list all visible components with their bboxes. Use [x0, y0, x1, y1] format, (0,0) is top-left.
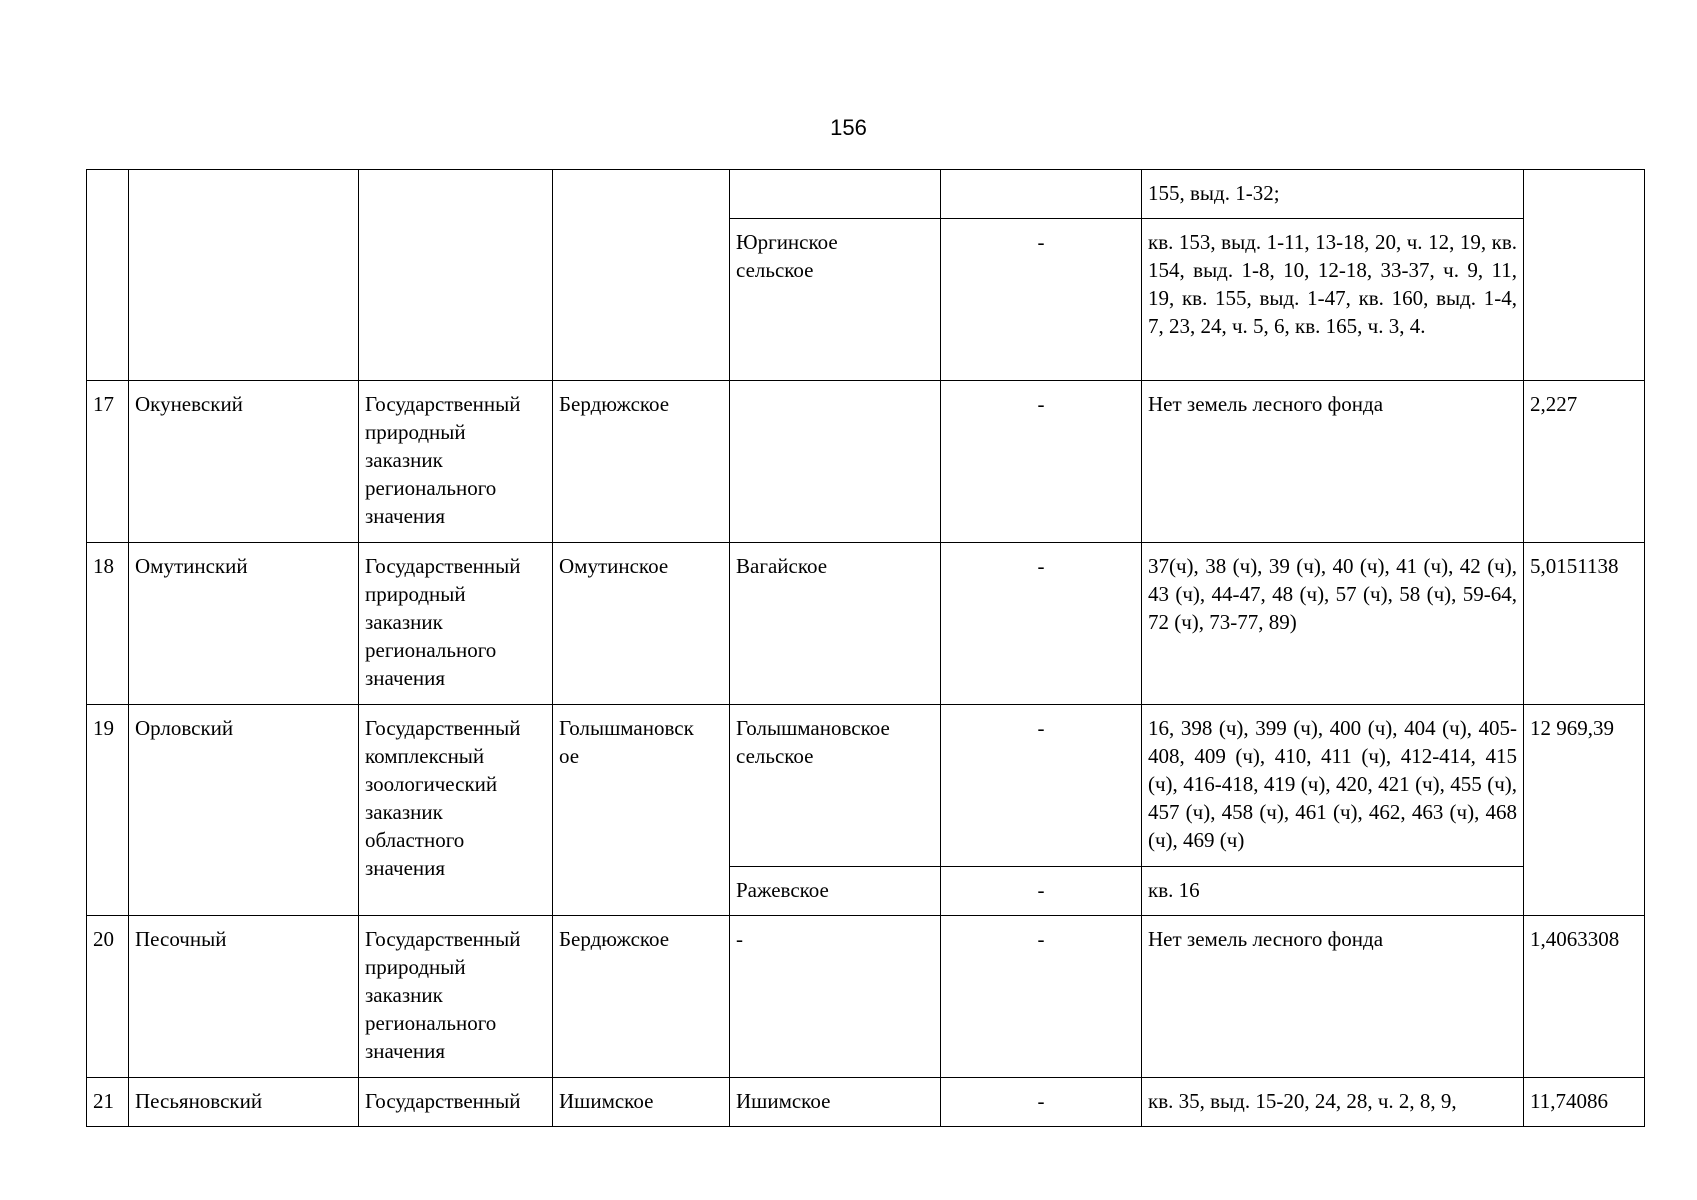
district-text: Омутинское: [559, 554, 669, 578]
cell-settlement: [730, 543, 941, 705]
cell-district: [553, 543, 730, 705]
cell-num: [87, 381, 129, 543]
cell-district: [553, 381, 730, 543]
category-text: Государственный: [365, 1089, 521, 1113]
cell-settlement: [730, 170, 941, 219]
area-value: 5,0151138: [1530, 554, 1619, 578]
row-number: 20: [93, 927, 114, 951]
cell-name: [129, 1078, 359, 1127]
quarters-text: кв. 35, выд. 15-20, 24, 28, ч. 2, 8, 9,: [1148, 1089, 1457, 1113]
cell-name: [129, 543, 359, 705]
col6-text: -: [1037, 878, 1045, 902]
cell-quarters: [1142, 916, 1524, 1078]
quarters-text: кв. 153, выд. 1-11, 13-18, 20, ч. 12, 19, кв. 154, выд. 1-8, 10, 12-18, 33-37, ч. 9, 11, 19, кв. 155, выд. 1-47, кв. 160, выд. 1-4, 7, 23, 24, ч. 5, 6, кв. 165, ч. 3, 4.: [1148, 230, 1517, 338]
category-text: Государственный комплексный зоологический заказник областного значения: [365, 716, 521, 880]
area-name: Омутинский: [135, 554, 248, 578]
district-text: Бердюжское: [559, 392, 670, 416]
col6-text: -: [1037, 554, 1045, 578]
category-text: Государственный природный заказник регионального значения: [365, 392, 521, 528]
table-row: [87, 916, 1645, 1078]
page-number: 156: [830, 115, 867, 140]
category-text: Государственный природный заказник регионального значения: [365, 554, 521, 690]
cell-quarters: [1142, 867, 1524, 916]
district-text: Бердюжское: [559, 927, 670, 951]
col6-text: -: [1037, 1089, 1045, 1113]
cell-area: [1524, 916, 1645, 1078]
quarters-text: Нет земель лесного фонда: [1148, 927, 1384, 951]
cell-district: [553, 916, 730, 1078]
col6-text: -: [1037, 927, 1045, 951]
quarters-text: кв. 16: [1148, 878, 1200, 902]
quarters-text: Нет земель лесного фонда: [1148, 392, 1384, 416]
cell-category: [359, 916, 553, 1078]
district-text: Голышмановск ое: [559, 716, 694, 768]
cell-category: [359, 1078, 553, 1127]
cell-col6: [941, 1078, 1142, 1127]
cell-quarters: [1142, 381, 1524, 543]
area-name: Окуневский: [135, 392, 243, 416]
district-text: Ишимское: [559, 1089, 654, 1113]
cell-num: [87, 705, 129, 916]
row-number: 17: [93, 392, 114, 416]
cell-settlement: [730, 867, 941, 916]
cell-col6: [941, 170, 1142, 219]
cell-category: [359, 170, 553, 381]
row-number: 19: [93, 716, 114, 740]
table-row: [87, 1078, 1645, 1127]
cell-col6: [941, 705, 1142, 867]
protected-areas-table: [86, 169, 1645, 1127]
area-name: Песьяновский: [135, 1089, 263, 1113]
area-value: 1,4063308: [1530, 927, 1620, 951]
cell-name: [129, 705, 359, 916]
cell-settlement: [730, 1078, 941, 1127]
cell-settlement: [730, 916, 941, 1078]
col6-text: -: [1037, 392, 1045, 416]
cell-category: [359, 543, 553, 705]
area-name: Песочный: [135, 927, 227, 951]
cell-name: [129, 916, 359, 1078]
col6-text: -: [1037, 716, 1045, 740]
table-row: [87, 381, 1645, 543]
cell-col6: [941, 867, 1142, 916]
cell-num: [87, 543, 129, 705]
cell-area: [1524, 1078, 1645, 1127]
cell-area: [1524, 170, 1645, 381]
cell-num: [87, 1078, 129, 1127]
cell-quarters: [1142, 170, 1524, 219]
cell-num: [87, 916, 129, 1078]
cell-name: [129, 381, 359, 543]
table-row: [87, 705, 1645, 867]
cell-area: [1524, 543, 1645, 705]
settlement-text: Ражевское: [736, 878, 829, 902]
cell-col6: [941, 916, 1142, 1078]
cell-settlement: [730, 381, 941, 543]
area-name: Орловский: [135, 716, 234, 740]
row-number: 21: [93, 1089, 114, 1113]
table-row: [87, 170, 1645, 219]
category-text: Государственный природный заказник регионального значения: [365, 927, 521, 1063]
cell-area: [1524, 705, 1645, 916]
settlement-text: Голышмановское сельское: [736, 716, 890, 768]
cell-district: [553, 1078, 730, 1127]
settlement-text: Вагайское: [736, 554, 828, 578]
settlement-text: Юргинское сельское: [736, 230, 838, 282]
cell-category: [359, 381, 553, 543]
cell-settlement: [730, 219, 941, 381]
area-value: 11,74086: [1530, 1089, 1608, 1113]
cell-category: [359, 705, 553, 916]
row-number: 18: [93, 554, 114, 578]
area-value: 12 969,39: [1530, 716, 1614, 740]
quarters-text: 16, 398 (ч), 399 (ч), 400 (ч), 404 (ч), 405-408, 409 (ч), 410, 411 (ч), 412-414, 415 (ч), 416-418, 419 (ч), 420, 421 (ч), 455 (ч), 457 (ч), 458 (ч), 461 (ч), 462, 463 (ч), 468 (ч), 469 (ч): [1148, 716, 1517, 852]
cell-area: [1524, 381, 1645, 543]
cell-quarters: [1142, 543, 1524, 705]
settlement-text: Ишимское: [736, 1089, 831, 1113]
area-value: 2,227: [1530, 392, 1578, 416]
cell-quarters: [1142, 219, 1524, 381]
cell-col6: [941, 543, 1142, 705]
settlement-text: -: [736, 927, 743, 951]
table-row: [87, 543, 1645, 705]
cell-district: [553, 170, 730, 381]
cell-name: [129, 170, 359, 381]
quarters-text: 155, выд. 1-32;: [1148, 181, 1280, 205]
cell-quarters: [1142, 705, 1524, 867]
col6-text: -: [1037, 230, 1045, 254]
cell-district: [553, 705, 730, 916]
cell-num: [87, 170, 129, 381]
cell-col6: [941, 219, 1142, 381]
quarters-text: 37(ч), 38 (ч), 39 (ч), 40 (ч), 41 (ч), 42 (ч), 43 (ч), 44-47, 48 (ч), 57 (ч), 58 (ч), 59-64, 72 (ч), 73-77, 89): [1148, 554, 1517, 634]
cell-col6: [941, 381, 1142, 543]
cell-quarters: [1142, 1078, 1524, 1127]
cell-settlement: [730, 705, 941, 867]
